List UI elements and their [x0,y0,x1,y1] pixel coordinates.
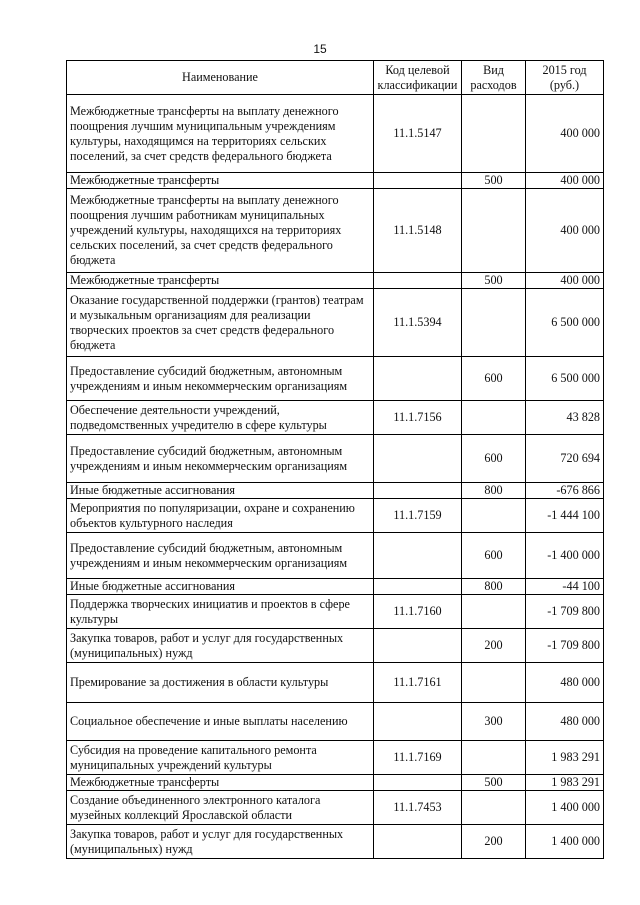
row-code [374,273,462,289]
row-name: Межбюджетные трансферты [67,173,374,189]
row-name: Закупка товаров, работ и услуг для государственных (муниципальных) нужд [67,629,374,663]
row-name: Межбюджетные трансферты [67,273,374,289]
row-amount: 1 400 000 [526,791,604,825]
row-code [374,435,462,483]
table-row [67,663,604,703]
table-row [67,289,604,357]
table-row [67,401,604,435]
row-kind: 500 [462,273,526,289]
table-row [67,357,604,401]
row-name: Мероприятия по популяризации, охране и сохранению объектов культурного наследия [67,499,374,533]
row-name: Предоставление субсидий бюджетным, автономным учреждениям и иным некоммерческим организациям [67,533,374,579]
table-row [67,629,604,663]
row-code [374,629,462,663]
table-row [67,435,604,483]
table-row [67,595,604,629]
row-kind [462,595,526,629]
row-kind: 800 [462,483,526,499]
row-code [374,533,462,579]
row-kind: 500 [462,173,526,189]
row-kind [462,499,526,533]
row-kind [462,189,526,273]
row-name: Межбюджетные трансферты [67,775,374,791]
row-code [374,703,462,741]
row-amount: 480 000 [526,663,604,703]
row-kind [462,289,526,357]
row-kind [462,741,526,775]
row-name: Закупка товаров, работ и услуг для государственных (муниципальных) нужд [67,825,374,859]
budget-table [66,60,604,859]
row-name: Социальное обеспечение и иные выплаты населению [67,703,374,741]
row-name: Иные бюджетные ассигнования [67,579,374,595]
row-name: Межбюджетные трансферты на выплату денежного поощрения лучшим муниципальным учреждениям культуры, находящимся на территориях сельских поселений, за счет средств федерального бюджета [67,95,374,173]
row-amount: 720 694 [526,435,604,483]
table-row [67,95,604,173]
row-code [374,825,462,859]
header-amount: 2015 год (руб.) [526,61,604,95]
table-row [67,703,604,741]
row-code: 11.1.7159 [374,499,462,533]
row-name: Субсидия на проведение капитального ремонта муниципальных учреждений культуры [67,741,374,775]
row-code: 11.1.7453 [374,791,462,825]
row-amount: 6 500 000 [526,357,604,401]
row-amount: 400 000 [526,189,604,273]
row-name: Межбюджетные трансферты на выплату денежного поощрения лучшим работникам муниципальных учреждений культуры, находящихся на территориях сельских поселений, за счет средств федерального бюджета [67,189,374,273]
row-code: 11.1.7160 [374,595,462,629]
header-code: Код целевой классификации [374,61,462,95]
page-number: 15 [313,42,327,56]
row-kind [462,95,526,173]
row-kind: 200 [462,825,526,859]
row-code: 11.1.5147 [374,95,462,173]
row-kind: 300 [462,703,526,741]
row-name: Оказание государственной поддержки (грантов) театрам и музыкальным организациям для реализации творческих проектов за счет средств федерального бюджета [67,289,374,357]
row-code: 11.1.5394 [374,289,462,357]
row-code [374,579,462,595]
row-amount: -1 709 800 [526,595,604,629]
table-header-row [67,61,604,95]
row-amount: 400 000 [526,273,604,289]
table-row [67,741,604,775]
row-name: Поддержка творческих инициатив и проектов в сфере культуры [67,595,374,629]
row-kind: 200 [462,629,526,663]
table-row [67,775,604,791]
row-amount: 1 983 291 [526,775,604,791]
row-amount: 400 000 [526,95,604,173]
row-amount: 1 400 000 [526,825,604,859]
row-kind [462,401,526,435]
header-name: Наименование [67,61,374,95]
row-code: 11.1.5148 [374,189,462,273]
table-row [67,499,604,533]
row-amount: 400 000 [526,173,604,189]
row-name: Премирование за достижения в области культуры [67,663,374,703]
row-kind [462,791,526,825]
row-code [374,483,462,499]
row-kind: 600 [462,533,526,579]
row-kind: 600 [462,357,526,401]
row-code [374,173,462,189]
row-code [374,357,462,401]
row-amount: -1 400 000 [526,533,604,579]
row-amount: 43 828 [526,401,604,435]
row-amount: -1 709 800 [526,629,604,663]
row-kind [462,663,526,703]
row-amount: 480 000 [526,703,604,741]
row-amount: 1 983 291 [526,741,604,775]
row-kind: 600 [462,435,526,483]
table-row [67,173,604,189]
row-name: Обеспечение деятельности учреждений, подведомственных учредителю в сфере культуры [67,401,374,435]
table-row [67,483,604,499]
row-code [374,775,462,791]
row-kind: 500 [462,775,526,791]
row-name: Предоставление субсидий бюджетным, автономным учреждениям и иным некоммерческим организациям [67,435,374,483]
row-code: 11.1.7161 [374,663,462,703]
row-amount: -1 444 100 [526,499,604,533]
header-kind: Вид расходов [462,61,526,95]
row-name: Иные бюджетные ассигнования [67,483,374,499]
row-name: Предоставление субсидий бюджетным, автономным учреждениям и иным некоммерческим организациям [67,357,374,401]
row-name: Создание объединенного электронного каталога музейных коллекций Ярославской области [67,791,374,825]
row-code: 11.1.7156 [374,401,462,435]
row-code: 11.1.7169 [374,741,462,775]
table-row [67,791,604,825]
table-row [67,579,604,595]
table-row [67,533,604,579]
table-row [67,273,604,289]
table-row [67,189,604,273]
row-amount: 6 500 000 [526,289,604,357]
row-amount: -44 100 [526,579,604,595]
row-kind: 800 [462,579,526,595]
table-row [67,825,604,859]
row-amount: -676 866 [526,483,604,499]
